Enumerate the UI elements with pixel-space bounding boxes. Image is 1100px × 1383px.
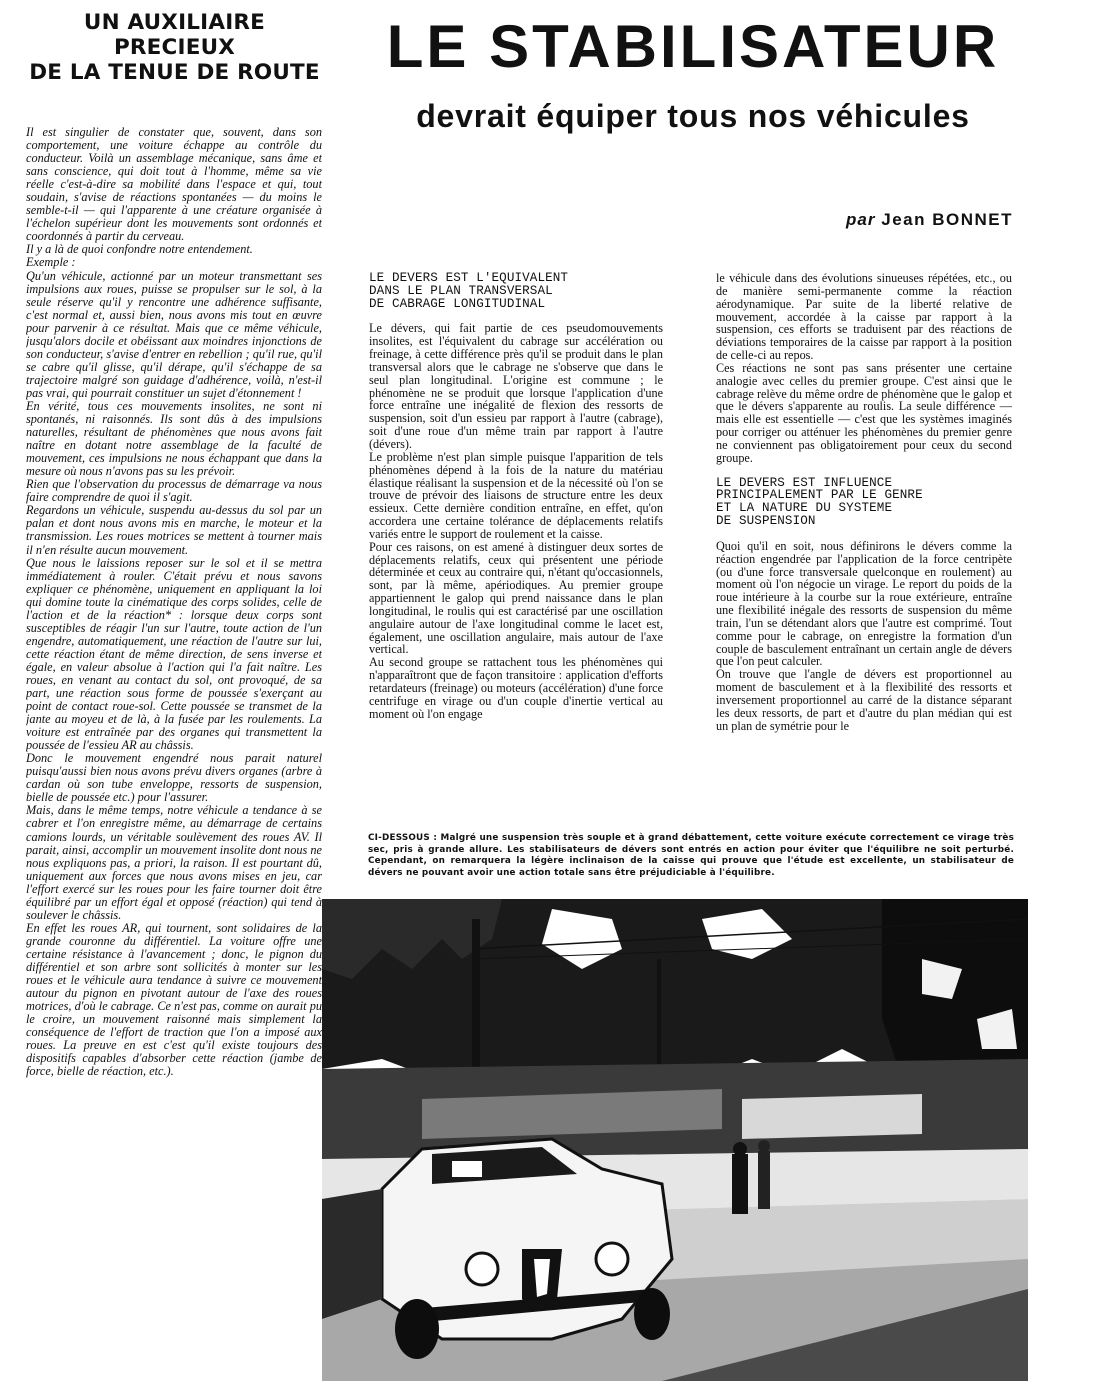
intro-paragraph: Donc le mouvement engendré nous parait naturel puisqu'aussi bien nous avons prévu divers organes (arbre à cardan où son tube enveloppe, ressorts de suspension, bielle de poussée etc.) pour l'assurer. [26, 751, 322, 805]
section1-heading-line: DANS LE PLAN TRANSVERSAL [369, 283, 553, 298]
col3-paragraph: le véhicule dans des évolutions sinueuses répétées, etc., ou de manière semi-permanente comme la réaction aérodynamique. Par suite de la liberté relative de mouvement, accordée à la caisse par rapport à la suspension, ces efforts se traduisent par des réactions de déviations temporaires de la caisse par rapport à la position de celle-ci au repos. [716, 272, 1012, 363]
intro-paragraph: Exemple : [26, 255, 76, 270]
section1-paragraph: Le problème n'est plan simple puisque l'apparition de tels phénomènes dépend à la fois de la nature du matériau élastique réalisant la suspension et de la nécessité où l'on se trouve de prévoir des liaisons de structure entre les deux essieux. Cette dernière condition entraîne, en effet, qu'on accordera une certaine tolérance de déplacements relatifs variés entre le support de roulement et la caisse. [369, 449, 663, 541]
intro-paragraph: Qu'un véhicule, actionné par un moteur transmettant ses impulsions aux roues, puisse se propulser sur le sol, à la seule réserve qu'il y rencontre une adhérence suffisante, c'est normal et, aussi bien, nous avons mis tout en œuvre pour parvenir à ce résultat. Mais que ce même véhicule, jusqu'alors docile et obéissant aux moindres injonctions de son conducteur, s'avise d'entrer en rebellion ; qu'il rue, qu'il se cabre qu'il glisse, qu'il dérape, qu'il s'échappe de sa trajectoire malgré son guidage d'adhérence, voilà, n'est-il pas vrai, qui pourrait constituer un sujet d'étonnement ! [26, 268, 322, 400]
section2-column [716, 272, 1012, 820]
byline-author: Jean BONNET [881, 210, 1013, 229]
intro-paragraph: En effet les roues AR, qui tournent, sont solidaires de la grande couronne du différentiel. La voiture offre une certaine résistance à l'avancement ; donc, le pignon du différentiel et son arbre sont sollicités à monter sur les roues et le véhicule aura tendance à suivre ce mouvement autour du pignon en pivotant autour de l'axe des roues motrices, d'où le cabrage. Ce n'est pas, comme on aurait pu le croire, un mouvement raisonné mais simplement la conséquence de l'effort de traction que l'on a imposé aux roues. La preuve en est c'est qu'il existe toujours des dispositifs capables d'absorber cette réaction (jambe de force, bielle de réaction, etc.). [26, 920, 322, 1079]
section1-paragraph: Pour ces raisons, on est amené à distinguer deux sortes de déplacements relatifs, ceux qui présentent une période déterminée et ceux au contraire qui, n'étant qu'occasionnels, sont, par là même, apériodiques. Au premier groupe appartiennent le galop qui prend naissance dans le plan longitudinal, le roulis qui est caractérisé par une oscillation angulaire autour de l'axe longitudinal comme le lacet est, également, une oscillation angulaire, mais autour de l'axe vertical. [369, 539, 663, 657]
intro-paragraph: Rien que l'observation du processus de démarrage va nous faire comprendre de quoi il s'agit. [26, 477, 322, 505]
section1-heading-line: DE CABRAGE LONGITUDINAL [369, 296, 546, 311]
section1-paragraph: Le dévers, qui fait partie de ces pseudomouvements insolites, est l'équivalent du cabrage sur accélération ou freinage, à cette différence près qu'il se produit dans le plan transversal alors que le cabrage ne s'observe que dans le seul plan longitudinal. L'origine est commune ; le phénomène ne se produit que lorsque l'application d'une force entraîne une inégalité de flexion des ressorts de suspension, soit d'un essieu par rapport à l'autre (cabrage), soit d'une roue d'un même train par rapport à l'autre (dévers). [369, 321, 663, 451]
section1-heading [369, 272, 663, 310]
intro-paragraph: Mais, dans le même temps, notre véhicule a tendance à se cabrer et l'on enregistre même, au démarrage de certains camions lourds, un véritable soulèvement des roues AV. Il parait, ainsi, accomplir un mouvement insolite dont nous ne nous expliquons pas, a priori, la raison. Il est pourtant dû, uniquement aux forces que nous avons mises en jeu, car l'effort exercé sur les roues pour les faire tourner doit être équilibré par un effort égal et opposé (réaction) qui tend à soulever le châssis. [26, 803, 322, 922]
kicker: UN AUXILIAIRE PRECIEUX DE LA TENUE DE ROUTE [29, 10, 320, 85]
headline: LE STABILISATEUR [386, 13, 1000, 80]
byline [700, 210, 1013, 230]
section2-paragraph: On trouve que l'angle de dévers est proportionnel au moment de basculement et à la flexibilité des ressorts et inversement proportionnel au carré de la distance séparant les deux ressorts, de part et d'autre du plan médian qui est un plan de symétrie pour le [716, 667, 1012, 733]
byline-prefix: par [846, 210, 876, 229]
section2-paragraph: Quoi qu'il en soit, nous définirons le dévers comme la réaction engendrée par l'application de la force centripète (ou d'une force transversale quelconque en roulement) au moment où l'on négocie un virage. Le report du poids de la roue intérieure à la courbe sur la roue extérieure, entraîne une flexibilité inégale des ressorts de suspension du même train, l'un se détendant alors que l'autre est comprimé. Tout comme pour le cabrage, on enregistre la formation d'un couple de basculement entraînant un certain angle de dévers que l'on peut calculer. [716, 538, 1012, 669]
intro-paragraph: Il est singulier de constater que, souvent, dans son comportement, une voiture échappe au contrôle du conducteur. Voilà un assemblage mécanique, sans âme et sans conscience, qui doit tout à l'homme, même sa vie réelle c'est-à-dire sa mobilité dans l'espace et qui, tout soudain, s'avise de réactions spontanées — du moins le semble-t-il — qui l'apparente à une créature organisée à l'échelon supérieur dont les mouvements sont ordonnés et coordonnés à partir du cerveau. [26, 126, 322, 244]
intro-paragraph: Il y a là de quoi confondre notre entendement. [26, 242, 253, 257]
section1-heading-line: LE DEVERS EST L'EQUIVALENT [369, 272, 569, 285]
intro-column [26, 126, 322, 1376]
intro-paragraph: Que nous le laissions reposer sur le sol et il se mettra immédiatement à rouler. C'était prévu et nous savons expliquer ce phénomène, uniquement en appliquant la loi qui domine toute la cinématique des corps solides, celle de l'action et de la réaction* : lorsque deux corps sont susceptibles de réagir l'un sur l'autre, toute action de l'un engendre, automatiquement, une réaction de l'autre sur lui, cette réaction étant de même direction, de sens inverse et égale, en valeur absolue à l'action qui l'a fait naître. Les roues, en venant au contact du sol, ont provoqué, de sa part, une réaction sous forme de poussée s'exerçant au point de contact roue-sol. Cette poussée se transmet de la jante au moyeu et de là, à la fusée par les roulements. La voiture est entraînée par des organes qui transmettent la poussée de l'essieu AR au châssis. [26, 555, 322, 753]
section2-heading-line: PRINCIPALEMENT PAR LE GENRE [716, 488, 923, 503]
col3-paragraph: Ces réactions ne sont pas sans présenter une certaine analogie avec celles du premier groupe. C'est ainsi que le cabrage relève du même ordre de phénomène que le galop et que le dévers s'apparente au roulis. La seule différence — mais elle est essentielle — c'est que les systèmes imaginés pour corriger ou atténuer les phénomènes du premier genre ne conviennent pas obligatoirement pour ceux du second groupe. [716, 360, 1012, 465]
section1-paragraph: Au second groupe se rattachent tous les phénomènes qui n'apparaîtront que de façon transitoire : application d'efforts retardateurs (freinage) ou moteurs (accélération) d'une force centrifuge en virage ou d'un couple d'inertie vertical au moment où l'on engage [369, 655, 663, 721]
section1-column [369, 272, 663, 820]
subhead: devrait équiper tous nos véhicules [416, 98, 970, 134]
car-photo [322, 899, 1028, 1381]
caption-text: Malgré une suspension très souple et à grand débattement, cette voiture exécute correctement ce virage très sec, pris à grande allure. Les stabilisateurs de dévers sont entrés en action pour éviter que l'équilibre ne soit perturbé. Cependant, on remarquera la légère inclinaison de la caisse qui prouve que l'étude est excellente, un stabilisateur de dévers ne pouvant avoir une action totale sans être préjudiciable à l'équilibre. [368, 833, 1015, 879]
section2-heading [716, 477, 1012, 528]
photo-caption [368, 833, 1014, 880]
section2-heading-line: LE DEVERS EST INFLUENCE [716, 475, 893, 490]
section2-heading-line: ET LA NATURE DU SYSTEME [716, 501, 893, 516]
intro-paragraph: En vérité, tous ces mouvements insolites, ne sont ni spontanés, ni raisonnés. Ils sont dûs à des impulsions naturelles, résultant de phénomènes que nous avons fait naître en dotant notre assemblage de la faculté de mouvement, ces impulsions ne nous échappant que dans la mesure où nous n'avons pas su les prévoir. [26, 398, 322, 479]
intro-paragraph: Regardons un véhicule, suspendu au-dessus du sol par un palan et dont nous avons mis en marche, le moteur et la transmission. Les roues motrices se mettent à tourner mais il n'en résulte aucun mouvement. [26, 503, 322, 557]
caption-lead: CI-DESSOUS : [368, 833, 438, 843]
section2-heading-line: DE SUSPENSION [716, 514, 816, 529]
